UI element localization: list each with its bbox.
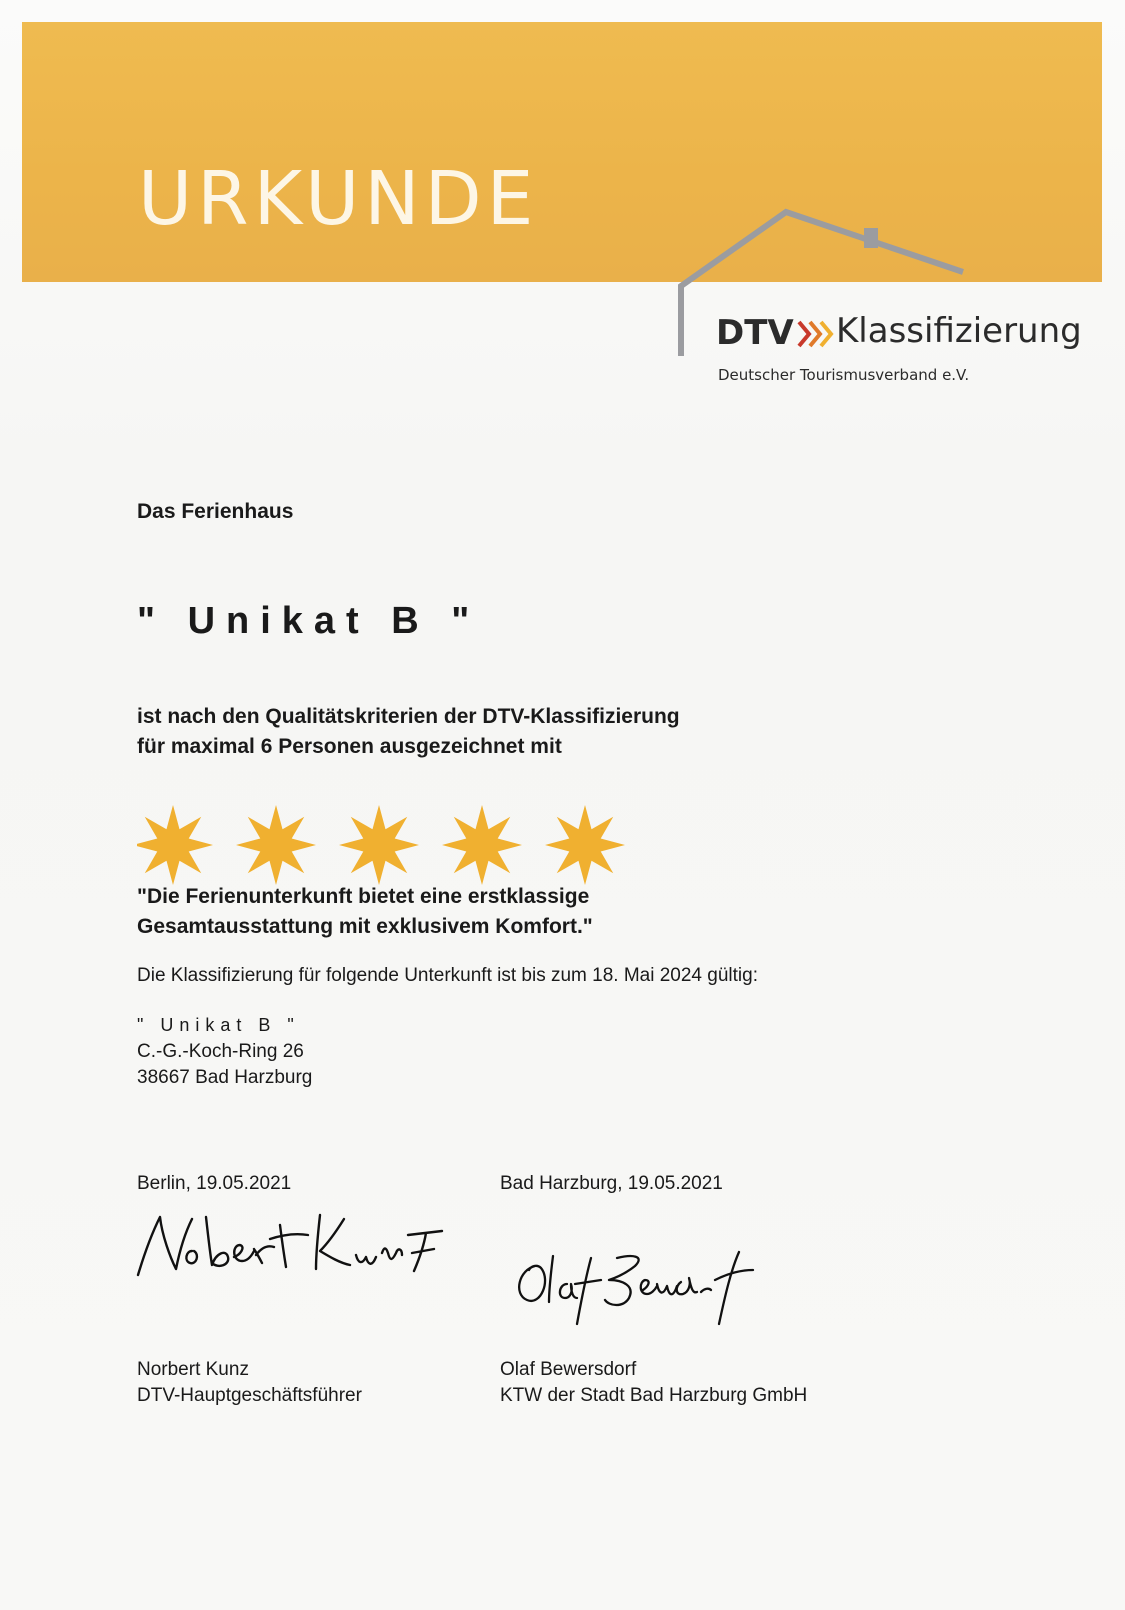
signatory-right-role: KTW der Stadt Bad Harzburg GmbH <box>500 1385 808 1406</box>
sun-star-icon <box>442 805 522 885</box>
address-name: " Unikat B " <box>137 1015 300 1035</box>
place-date-left: Berlin, 19.05.2021 <box>137 1173 292 1194</box>
quote-line-2: Gesamtausstattung mit exklusivem Komfort." <box>137 915 593 938</box>
place-date-right: Bad Harzburg, 19.05.2021 <box>500 1173 723 1194</box>
address-city: 38667 Bad Harzburg <box>137 1067 313 1088</box>
sun-star-icon <box>339 805 419 885</box>
intro-text: Das Ferienhaus <box>137 500 294 523</box>
address-street: C.-G.-Koch-Ring 26 <box>137 1041 304 1062</box>
logo-subtitle: Deutscher Tourismusverband e.V. <box>718 366 970 384</box>
header-banner <box>22 22 1102 282</box>
signatory-left-name: Norbert Kunz <box>137 1359 249 1380</box>
sun-star-icon <box>236 805 316 885</box>
property-name: " Unikat B " <box>137 600 481 642</box>
logo-dtv: DTV <box>716 313 794 353</box>
validity-text: Die Klassifizierung für folgende Unterkunft ist bis zum 18. Mai 2024 gültig: <box>137 965 758 986</box>
triple-chevron-icon <box>795 316 837 352</box>
star-rating <box>137 800 657 890</box>
logo-klassifizierung: Klassifizierung <box>836 311 1082 351</box>
statement-line-1: ist nach den Qualitätskriterien der DTV-Klassifizierung <box>137 705 680 728</box>
quote-line-1: "Die Ferienunterkunft bietet eine erstklassige <box>137 885 590 908</box>
certificate-title: URKUNDE <box>138 156 539 242</box>
signatory-left-role: DTV-Hauptgeschäftsführer <box>137 1385 362 1406</box>
signature-olaf-bewersdorf <box>505 1240 765 1330</box>
sun-star-icon <box>137 805 213 885</box>
signature-norbert-kunz <box>130 1205 450 1290</box>
sun-star-icon <box>545 805 625 885</box>
statement-line-2: für maximal 6 Personen ausgezeichnet mit <box>137 735 562 758</box>
signatory-right-name: Olaf Bewersdorf <box>500 1359 637 1380</box>
